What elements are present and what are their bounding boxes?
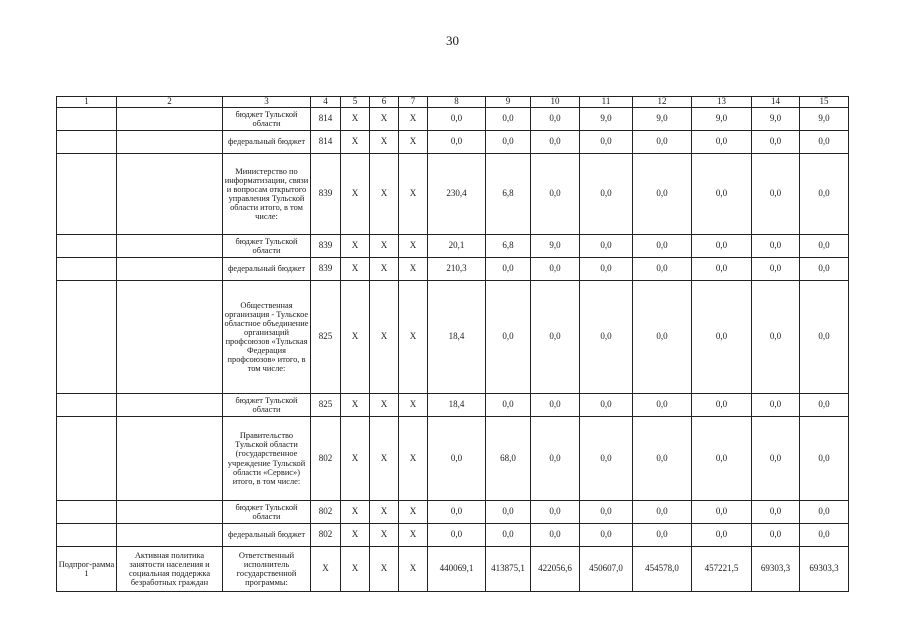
header-cell: 5 xyxy=(341,97,370,108)
description-cell xyxy=(117,501,223,524)
table-row xyxy=(57,547,849,592)
value-cell: 0,0 xyxy=(752,417,800,501)
table-body xyxy=(57,108,849,592)
value-cell: X xyxy=(370,235,399,258)
description-cell xyxy=(117,154,223,235)
value-cell: 0,0 xyxy=(692,394,752,417)
value-cell: X xyxy=(370,258,399,281)
description-cell xyxy=(117,394,223,417)
value-cell: 0,0 xyxy=(580,524,633,547)
value-cell: 0,0 xyxy=(531,417,580,501)
value-cell: 440069,1 xyxy=(428,547,486,592)
section-cell xyxy=(57,501,117,524)
value-cell: 0,0 xyxy=(580,394,633,417)
description-cell xyxy=(117,108,223,131)
source-cell: федеральный бюджет xyxy=(223,258,311,281)
value-cell: 0,0 xyxy=(580,258,633,281)
value-cell: X xyxy=(341,417,370,501)
value-cell: 18,4 xyxy=(428,281,486,394)
header-cell: 2 xyxy=(117,97,223,108)
source-cell: бюджет Тульской области xyxy=(223,235,311,258)
description-cell xyxy=(117,524,223,547)
budget-table xyxy=(56,96,849,592)
value-cell: X xyxy=(341,501,370,524)
value-cell: X xyxy=(399,154,428,235)
section-cell xyxy=(57,154,117,235)
code-cell: X xyxy=(311,547,341,592)
value-cell: 0,0 xyxy=(531,524,580,547)
value-cell: 0,0 xyxy=(752,281,800,394)
value-cell: 0,0 xyxy=(800,524,849,547)
table-row xyxy=(57,235,849,258)
source-cell: бюджет Тульской области xyxy=(223,501,311,524)
value-cell: 9,0 xyxy=(633,108,692,131)
value-cell: 0,0 xyxy=(633,501,692,524)
value-cell: X xyxy=(399,501,428,524)
value-cell: 0,0 xyxy=(692,281,752,394)
value-cell: 0,0 xyxy=(692,524,752,547)
value-cell: 0,0 xyxy=(692,258,752,281)
value-cell: 450607,0 xyxy=(580,547,633,592)
value-cell: 0,0 xyxy=(633,394,692,417)
value-cell: 0,0 xyxy=(800,131,849,154)
description-cell xyxy=(117,417,223,501)
table-row xyxy=(57,501,849,524)
value-cell: X xyxy=(370,131,399,154)
value-cell: 0,0 xyxy=(633,131,692,154)
value-cell: 0,0 xyxy=(800,501,849,524)
value-cell: 0,0 xyxy=(692,131,752,154)
header-cell: 10 xyxy=(531,97,580,108)
value-cell: 0,0 xyxy=(633,154,692,235)
value-cell: 0,0 xyxy=(633,417,692,501)
value-cell: 0,0 xyxy=(633,281,692,394)
table-row xyxy=(57,281,849,394)
header-cell: 8 xyxy=(428,97,486,108)
value-cell: X xyxy=(399,281,428,394)
value-cell: 0,0 xyxy=(752,131,800,154)
section-cell: Подпрог-рамма 1 xyxy=(57,547,117,592)
table-row xyxy=(57,394,849,417)
section-cell xyxy=(57,394,117,417)
description-cell: Активная политика занятости населения и социальная поддержка безработных граждан xyxy=(117,547,223,592)
value-cell: 6,8 xyxy=(486,235,531,258)
value-cell: 457221,5 xyxy=(692,547,752,592)
code-cell: 825 xyxy=(311,281,341,394)
section-cell xyxy=(57,108,117,131)
value-cell: 0,0 xyxy=(633,235,692,258)
value-cell: 0,0 xyxy=(580,235,633,258)
value-cell: X xyxy=(341,108,370,131)
section-cell xyxy=(57,281,117,394)
value-cell: 0,0 xyxy=(580,417,633,501)
value-cell: X xyxy=(341,154,370,235)
table-row xyxy=(57,154,849,235)
value-cell: 0,0 xyxy=(752,235,800,258)
header-cell: 12 xyxy=(633,97,692,108)
section-cell xyxy=(57,235,117,258)
value-cell: 0,0 xyxy=(633,258,692,281)
value-cell: X xyxy=(399,258,428,281)
value-cell: 20,1 xyxy=(428,235,486,258)
value-cell: 0,0 xyxy=(752,524,800,547)
value-cell: 210,3 xyxy=(428,258,486,281)
header-cell: 3 xyxy=(223,97,311,108)
value-cell: 0,0 xyxy=(752,394,800,417)
header-cell: 7 xyxy=(399,97,428,108)
header-row xyxy=(57,97,849,108)
value-cell: X xyxy=(341,235,370,258)
value-cell: 0,0 xyxy=(531,131,580,154)
value-cell: 0,0 xyxy=(486,501,531,524)
value-cell: X xyxy=(370,108,399,131)
header-cell: 14 xyxy=(752,97,800,108)
value-cell: 0,0 xyxy=(580,131,633,154)
value-cell: 422056,6 xyxy=(531,547,580,592)
source-cell: Общественная организация - Тульское областное объединение организаций профсоюзов «Тульская Федерация профсоюзов» итого, в том числе: xyxy=(223,281,311,394)
table-row xyxy=(57,108,849,131)
value-cell: X xyxy=(370,524,399,547)
value-cell: 9,0 xyxy=(800,108,849,131)
value-cell: 18,4 xyxy=(428,394,486,417)
value-cell: 0,0 xyxy=(752,258,800,281)
source-cell: Ответственный исполнитель государственной программы: xyxy=(223,547,311,592)
table-row xyxy=(57,258,849,281)
description-cell xyxy=(117,131,223,154)
code-cell: 825 xyxy=(311,394,341,417)
value-cell: X xyxy=(370,547,399,592)
value-cell: 0,0 xyxy=(486,394,531,417)
value-cell: 69303,3 xyxy=(752,547,800,592)
section-cell xyxy=(57,258,117,281)
value-cell: 0,0 xyxy=(692,235,752,258)
header-cell: 4 xyxy=(311,97,341,108)
description-cell xyxy=(117,281,223,394)
value-cell: 0,0 xyxy=(531,501,580,524)
code-cell: 802 xyxy=(311,417,341,501)
value-cell: 0,0 xyxy=(800,258,849,281)
value-cell: 0,0 xyxy=(752,501,800,524)
source-cell: бюджет Тульской области xyxy=(223,394,311,417)
section-cell xyxy=(57,131,117,154)
value-cell: X xyxy=(370,501,399,524)
value-cell: 0,0 xyxy=(428,108,486,131)
table-row xyxy=(57,131,849,154)
code-cell: 802 xyxy=(311,524,341,547)
value-cell: X xyxy=(341,131,370,154)
description-cell xyxy=(117,235,223,258)
value-cell: 0,0 xyxy=(531,394,580,417)
value-cell: 0,0 xyxy=(692,154,752,235)
value-cell: X xyxy=(399,108,428,131)
value-cell: 454578,0 xyxy=(633,547,692,592)
value-cell: 0,0 xyxy=(486,281,531,394)
value-cell: X xyxy=(341,547,370,592)
value-cell: 0,0 xyxy=(428,524,486,547)
value-cell: 0,0 xyxy=(692,501,752,524)
value-cell: 0,0 xyxy=(752,154,800,235)
value-cell: 0,0 xyxy=(486,524,531,547)
value-cell: 230,4 xyxy=(428,154,486,235)
value-cell: X xyxy=(370,394,399,417)
value-cell: X xyxy=(399,394,428,417)
value-cell: 0,0 xyxy=(531,154,580,235)
value-cell: X xyxy=(370,154,399,235)
table-row xyxy=(57,417,849,501)
value-cell: X xyxy=(341,524,370,547)
description-cell xyxy=(117,258,223,281)
source-cell: Правительство Тульской области (государственное учреждение Тульской области «Сервис») итого, в том числе: xyxy=(223,417,311,501)
value-cell: 0,0 xyxy=(531,258,580,281)
value-cell: 0,0 xyxy=(531,281,580,394)
value-cell: 0,0 xyxy=(580,154,633,235)
value-cell: X xyxy=(370,417,399,501)
value-cell: 413875,1 xyxy=(486,547,531,592)
value-cell: X xyxy=(341,281,370,394)
value-cell: 0,0 xyxy=(800,281,849,394)
code-cell: 839 xyxy=(311,258,341,281)
value-cell: X xyxy=(341,394,370,417)
value-cell: 0,0 xyxy=(428,417,486,501)
code-cell: 802 xyxy=(311,501,341,524)
code-cell: 839 xyxy=(311,154,341,235)
section-cell xyxy=(57,417,117,501)
value-cell: 0,0 xyxy=(800,235,849,258)
header-cell: 15 xyxy=(800,97,849,108)
header-cell: 9 xyxy=(486,97,531,108)
header-cell: 1 xyxy=(57,97,117,108)
value-cell: 69303,3 xyxy=(800,547,849,592)
header-cell: 6 xyxy=(370,97,399,108)
value-cell: 0,0 xyxy=(692,417,752,501)
value-cell: 0,0 xyxy=(531,108,580,131)
value-cell: X xyxy=(370,281,399,394)
source-cell: федеральный бюджет xyxy=(223,131,311,154)
header-cell: 11 xyxy=(580,97,633,108)
value-cell: 0,0 xyxy=(800,154,849,235)
source-cell: Министерство по информатизации, связи и вопросам открытого управления Тульской области итого, в том числе: xyxy=(223,154,311,235)
source-cell: федеральный бюджет xyxy=(223,524,311,547)
value-cell: 0,0 xyxy=(486,108,531,131)
page-number: 30 xyxy=(446,33,459,48)
code-cell: 814 xyxy=(311,131,341,154)
value-cell: X xyxy=(399,235,428,258)
value-cell: 9,0 xyxy=(531,235,580,258)
value-cell: 68,0 xyxy=(486,417,531,501)
header-cell: 13 xyxy=(692,97,752,108)
value-cell: 0,0 xyxy=(633,524,692,547)
value-cell: 0,0 xyxy=(486,131,531,154)
value-cell: 9,0 xyxy=(752,108,800,131)
value-cell: X xyxy=(399,524,428,547)
value-cell: 0,0 xyxy=(486,258,531,281)
value-cell: 0,0 xyxy=(800,417,849,501)
value-cell: X xyxy=(399,417,428,501)
value-cell: 0,0 xyxy=(580,501,633,524)
value-cell: 0,0 xyxy=(580,281,633,394)
value-cell: 6,8 xyxy=(486,154,531,235)
source-cell: бюджет Тульской области xyxy=(223,108,311,131)
value-cell: 0,0 xyxy=(800,394,849,417)
code-cell: 814 xyxy=(311,108,341,131)
value-cell: 9,0 xyxy=(580,108,633,131)
value-cell: X xyxy=(341,258,370,281)
value-cell: X xyxy=(399,547,428,592)
code-cell: 839 xyxy=(311,235,341,258)
table-row xyxy=(57,524,849,547)
value-cell: 0,0 xyxy=(428,501,486,524)
value-cell: X xyxy=(399,131,428,154)
value-cell: 0,0 xyxy=(428,131,486,154)
section-cell xyxy=(57,524,117,547)
value-cell: 9,0 xyxy=(692,108,752,131)
